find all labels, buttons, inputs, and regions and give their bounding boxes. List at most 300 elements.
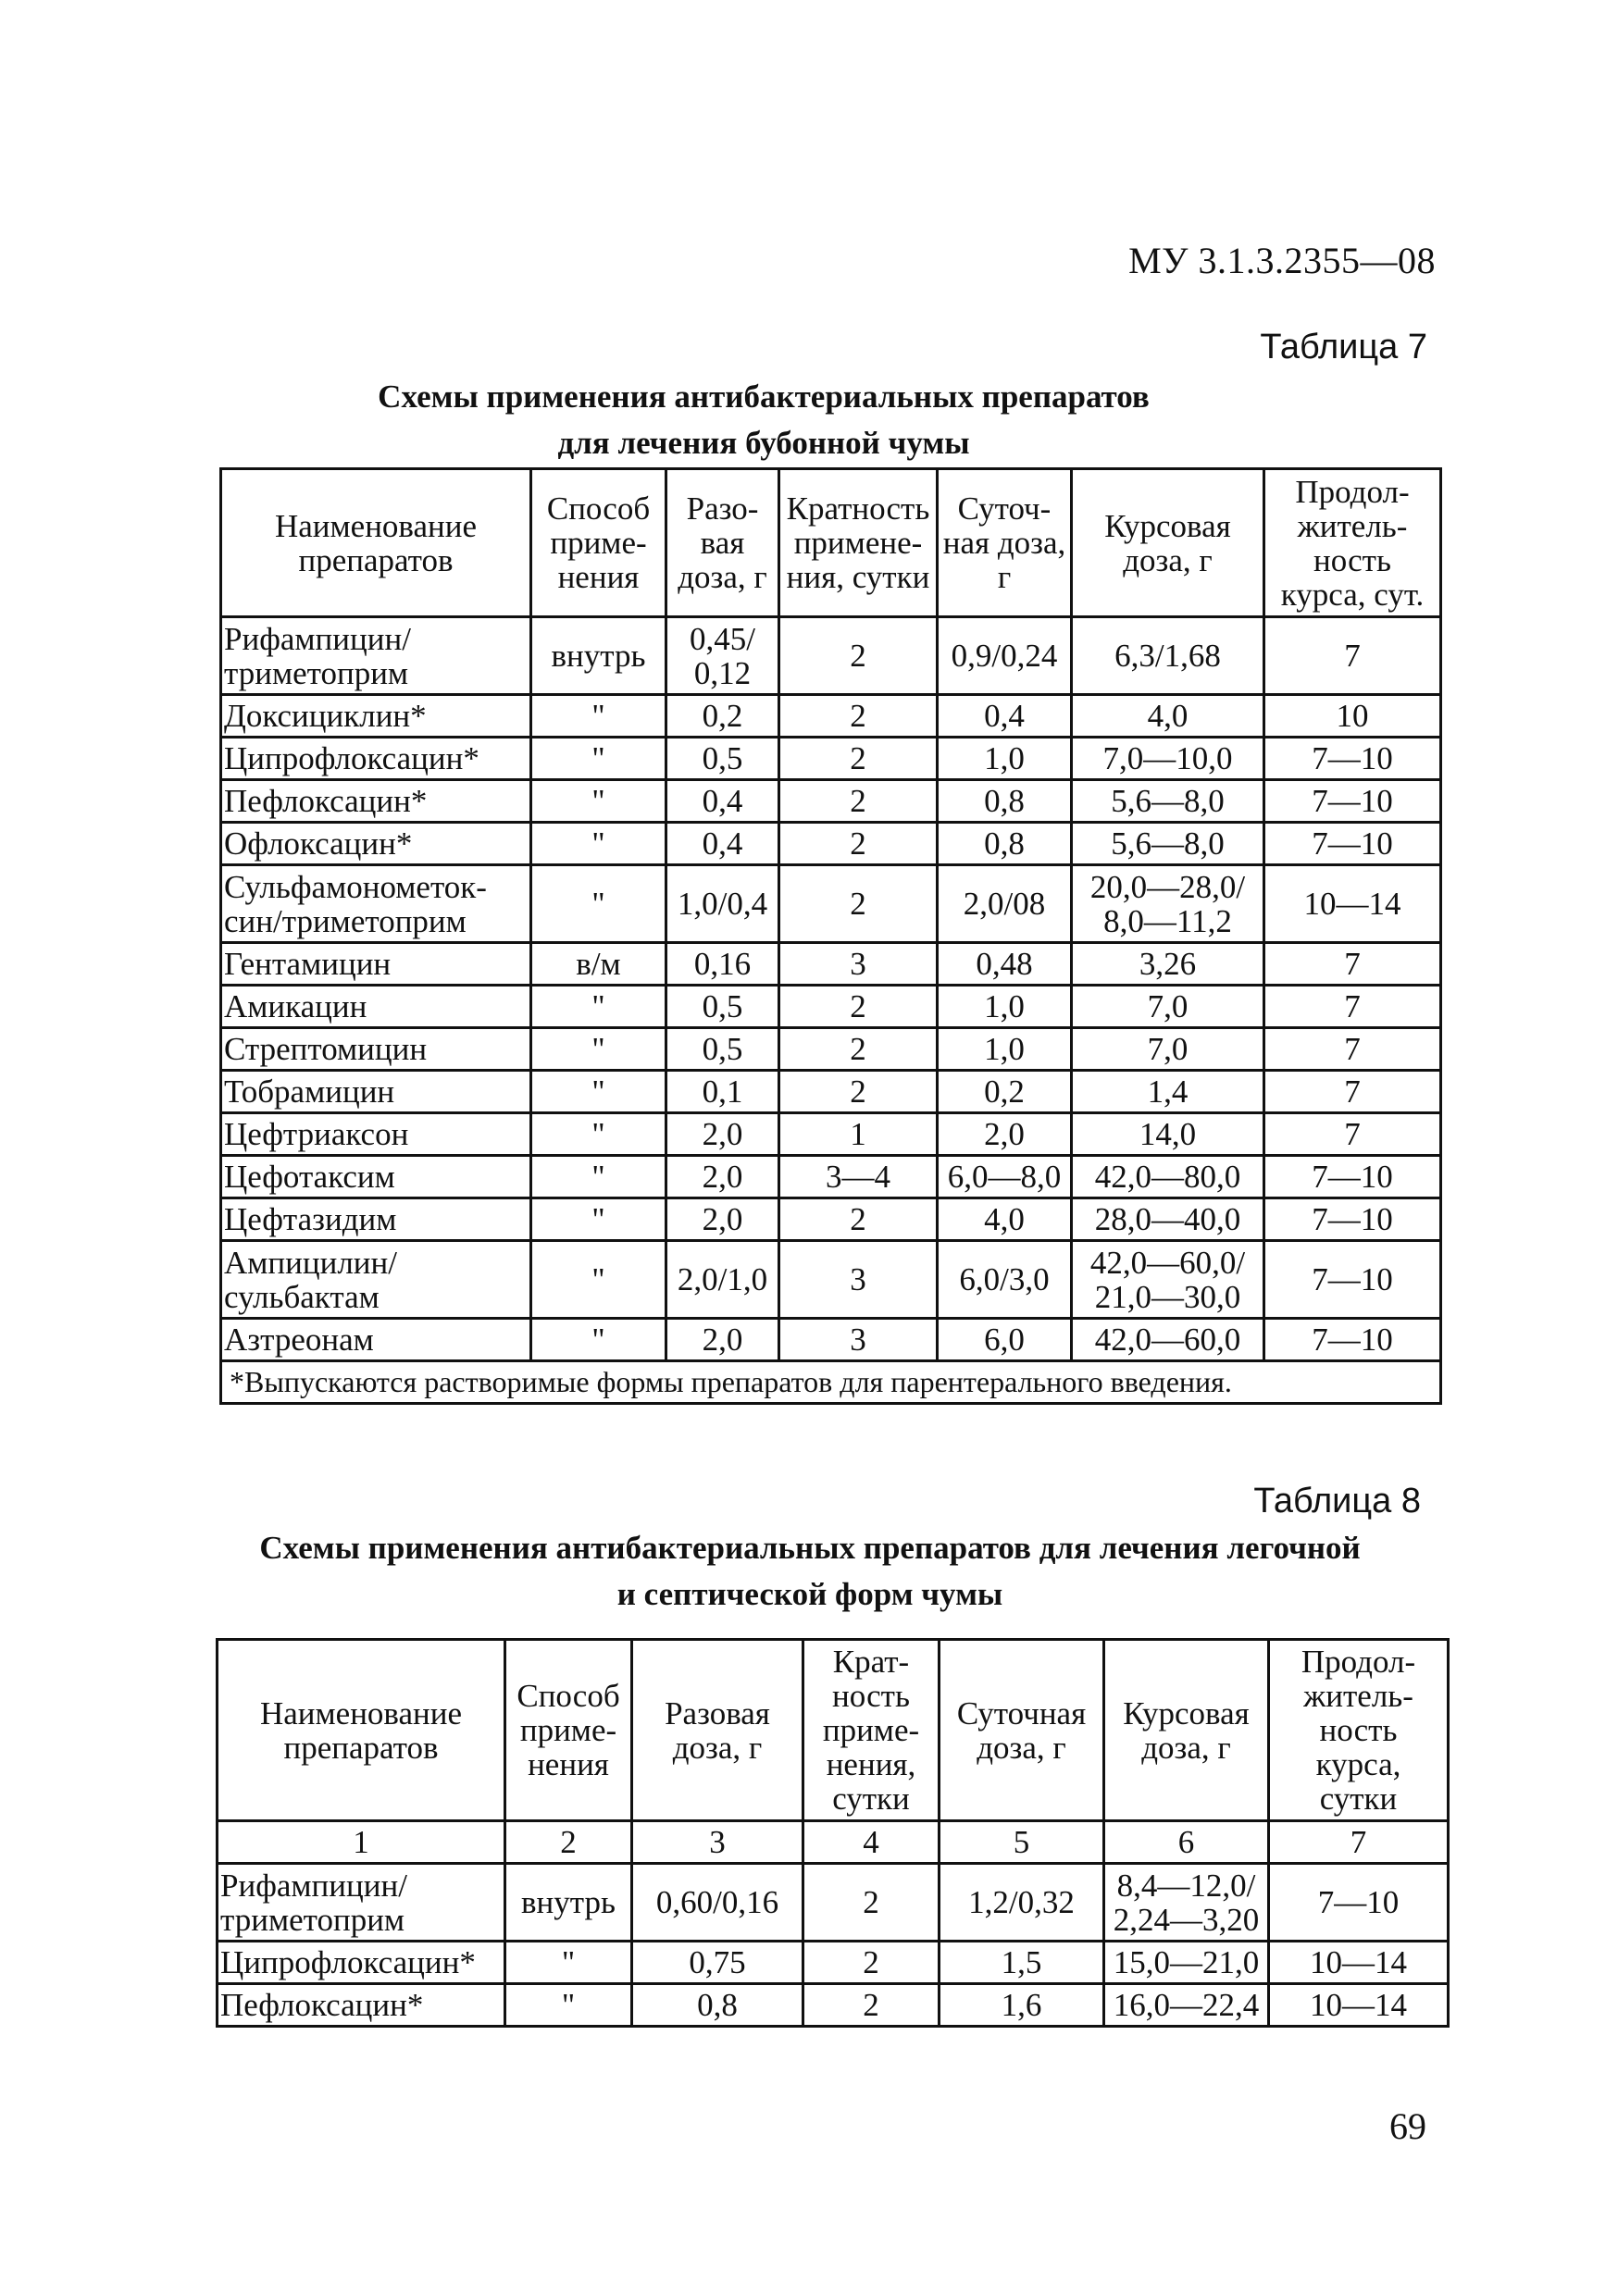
cell-line: 2 [850, 988, 866, 1024]
table-cell [938, 865, 1072, 943]
drug-name-cell [221, 986, 531, 1028]
cell-line: 3 [850, 1261, 866, 1297]
cell-line: 7—10 [1312, 783, 1393, 819]
table-cell [1072, 1028, 1264, 1071]
column-header [940, 1640, 1104, 1821]
cell-line: 2,0 [702, 1201, 743, 1237]
cell-line: г [997, 559, 1012, 595]
cell-line: 20,0—28,0/ [1089, 868, 1246, 905]
table-cell [505, 1942, 632, 1984]
table7-title-line1: Схемы применения антибактериальных препаратов [378, 379, 1150, 415]
cell-line: 0,60/0,16 [655, 1884, 779, 1920]
cell-line: 6,3/1,68 [1114, 638, 1221, 674]
cell-line: 3,26 [1139, 946, 1197, 982]
cell-line: курса, сут. [1280, 576, 1425, 613]
cell-line: Цефтриаксон [224, 1116, 409, 1152]
header-row [221, 469, 1441, 617]
column-number-row [218, 1821, 1449, 1864]
cell-line: Ципрофлоксацин* [224, 740, 479, 776]
table-cell [666, 617, 779, 695]
cell-line: примене- [793, 525, 923, 561]
cell-line: 3 [850, 1322, 866, 1358]
table-cell [505, 1984, 632, 2027]
column-number: 2 [505, 1821, 632, 1864]
header-row [218, 1640, 1449, 1821]
table-cell [779, 738, 938, 780]
cell-line: приме- [822, 1712, 920, 1748]
column-header [938, 469, 1072, 617]
table-cell [938, 780, 1072, 823]
cell-line: 10—14 [1310, 1987, 1407, 2023]
cell-line: 5,6—8,0 [1111, 783, 1225, 819]
column-number: 7 [1269, 1821, 1449, 1864]
table-cell [666, 695, 779, 738]
cell-line: 7 [1344, 1031, 1361, 1067]
drug-name-cell [221, 1198, 531, 1241]
table-cell [779, 780, 938, 823]
cell-line: " [591, 1074, 605, 1110]
table-row [221, 1028, 1441, 1071]
cell-line: 1,4 [1147, 1074, 1189, 1110]
cell-line: нения [557, 559, 640, 595]
cell-line: житель- [1297, 507, 1408, 544]
cell-line: внутрь [521, 1884, 616, 1920]
cell-line: 7—10 [1312, 1322, 1393, 1358]
cell-line: 21,0—30,0 [1094, 1278, 1241, 1315]
table-row [221, 1198, 1441, 1241]
table-row [221, 865, 1441, 943]
cell-line: " [561, 1944, 576, 1980]
table-cell [531, 1241, 666, 1319]
cell-line: 0,2 [702, 698, 743, 734]
cell-line: сутки [1319, 1781, 1398, 1817]
table7-title [231, 374, 1296, 466]
column-header [1269, 1640, 1449, 1821]
cell-line: Пефлоксацин* [224, 783, 428, 819]
cell-line: триметоприм [220, 1901, 405, 1938]
table-row [221, 1071, 1441, 1113]
table-cell [531, 780, 666, 823]
cell-line: Курсовая [1123, 1694, 1250, 1731]
table-cell [531, 1156, 666, 1198]
table-cell [666, 986, 779, 1028]
drug-name-cell [221, 738, 531, 780]
cell-line: 2,0/08 [963, 886, 1046, 922]
cell-line: Цефотаксим [224, 1159, 395, 1195]
cell-line: ная доза, [942, 525, 1066, 561]
column-number: 3 [632, 1821, 803, 1864]
cell-line: 0,2 [984, 1074, 1025, 1110]
table-cell [666, 1319, 779, 1361]
table-cell [666, 1241, 779, 1319]
cell-line: " [591, 1261, 605, 1297]
cell-line: " [591, 783, 605, 819]
column-header [221, 469, 531, 617]
cell-line: " [561, 1987, 576, 2023]
cell-line: 7—10 [1312, 1201, 1393, 1237]
cell-line: Пефлоксацин* [220, 1987, 424, 2023]
cell-line: 7 [1344, 946, 1361, 982]
column-header [632, 1640, 803, 1821]
cell-line: 6,0—8,0 [947, 1159, 1062, 1195]
cell-line: " [591, 886, 605, 922]
cell-line: 7—10 [1312, 1159, 1393, 1195]
table-cell [1264, 695, 1441, 738]
cell-line: 42,0—60,0/ [1089, 1244, 1246, 1281]
cell-line: ность [1319, 1712, 1398, 1748]
table-cell [938, 1198, 1072, 1241]
table-cell [1072, 1198, 1264, 1241]
column-number: 6 [1104, 1821, 1269, 1864]
drug-name-cell [218, 1942, 505, 1984]
table-cell [1264, 1156, 1441, 1198]
table-cell [1264, 1241, 1441, 1319]
table-cell [779, 1319, 938, 1361]
cell-line: 8,4—12,0/ [1116, 1867, 1256, 1904]
table-cell [632, 1864, 803, 1942]
cell-line: 0,8 [984, 825, 1025, 862]
table-cell [531, 943, 666, 986]
cell-line: 2 [850, 886, 866, 922]
drug-name-cell [221, 943, 531, 986]
table-row [221, 695, 1441, 738]
table-cell [803, 1942, 940, 1984]
cell-line: 7 [1344, 1074, 1361, 1110]
table-cell [531, 1319, 666, 1361]
table-cell [779, 943, 938, 986]
cell-line: 16,0—22,4 [1113, 1987, 1260, 2023]
table7-label: Таблица 7 [1260, 328, 1427, 366]
table-row [218, 1942, 1449, 1984]
table-cell [1264, 1028, 1441, 1071]
cell-line: ность [832, 1678, 910, 1714]
cell-line: 0,5 [702, 1031, 743, 1067]
cell-line: Способ [546, 490, 651, 527]
cell-line: син/триметоприм [224, 902, 467, 939]
cell-line: 28,0—40,0 [1094, 1201, 1241, 1237]
cell-line: 7—10 [1317, 1884, 1400, 1920]
table-cell [938, 1241, 1072, 1319]
cell-line: 0,12 [693, 654, 752, 691]
column-header [1264, 469, 1441, 617]
cell-line: 2,0 [702, 1322, 743, 1358]
drug-name-cell [221, 823, 531, 865]
table-cell [1264, 1071, 1441, 1113]
cell-line: 8,0—11,2 [1103, 902, 1232, 939]
cell-line: 2,0 [702, 1159, 743, 1195]
column-header [1104, 1640, 1269, 1821]
table-cell [1072, 1319, 1264, 1361]
cell-line: 2 [850, 1201, 866, 1237]
cell-line: ность [1313, 541, 1391, 578]
drug-name-cell [221, 617, 531, 695]
table-cell [1264, 780, 1441, 823]
table-row [221, 1241, 1441, 1319]
cell-line: Амикацин [224, 988, 367, 1024]
column-header [218, 1640, 505, 1821]
drug-name-cell [221, 1319, 531, 1361]
table-row [221, 1319, 1441, 1361]
cell-line: 14,0 [1139, 1116, 1197, 1152]
table-cell [779, 1028, 938, 1071]
table-cell [666, 823, 779, 865]
table-cell [531, 865, 666, 943]
table-row [221, 1113, 1441, 1156]
cell-line: препаратов [298, 541, 454, 578]
table-cell [1264, 617, 1441, 695]
footnote-row [221, 1361, 1441, 1404]
cell-line: 7—10 [1312, 1261, 1393, 1297]
table-cell [938, 823, 1072, 865]
cell-line: 4,0 [984, 1201, 1025, 1237]
cell-line: Сульфамонометок- [224, 868, 487, 905]
cell-line: 7 [1344, 988, 1361, 1024]
table-row [221, 1156, 1441, 1198]
table-cell [779, 1241, 938, 1319]
cell-line: " [591, 698, 605, 734]
table-cell [779, 1071, 938, 1113]
cell-line: Наименование [274, 507, 478, 544]
cell-line: в/м [576, 946, 621, 982]
footnote: *Выпускаются растворимые формы препаратов для парентерального введения. [221, 1361, 1441, 1404]
table-cell [1264, 1198, 1441, 1241]
table-row [221, 823, 1441, 865]
table-cell [938, 1071, 1072, 1113]
cell-line: 2 [863, 1944, 879, 1980]
table-cell [666, 1198, 779, 1241]
cell-line: Рифампицин/ [224, 620, 411, 657]
table-cell [1072, 943, 1264, 986]
table-cell [803, 1864, 940, 1942]
cell-line: 1,0 [984, 740, 1025, 776]
cell-line: 10 [1336, 698, 1369, 734]
table-cell [938, 617, 1072, 695]
table-cell [779, 823, 938, 865]
table-row [221, 986, 1441, 1028]
cell-line: 7—10 [1312, 740, 1393, 776]
cell-line: 2,0/1,0 [677, 1261, 768, 1297]
table-cell [531, 1028, 666, 1071]
column-number: 5 [940, 1821, 1104, 1864]
cell-line: Суточная [956, 1694, 1087, 1731]
table-cell [1072, 1156, 1264, 1198]
cell-line: Суточ- [957, 490, 1052, 527]
cell-line: 2 [850, 783, 866, 819]
table-cell [938, 1028, 1072, 1071]
cell-line: Крат- [832, 1644, 910, 1680]
drug-name-cell [218, 1864, 505, 1942]
column-header [666, 469, 779, 617]
table-cell [505, 1864, 632, 1942]
cell-line: 7,0 [1147, 988, 1189, 1024]
cell-line: курса, [1315, 1746, 1401, 1782]
cell-line: 0,45/ [690, 620, 755, 657]
drug-name-cell [218, 1984, 505, 2027]
table8-title [185, 1525, 1435, 1618]
table7 [219, 467, 1442, 1405]
cell-line: 5,6—8,0 [1111, 825, 1225, 862]
cell-line: приме- [519, 1712, 617, 1748]
cell-line: 0,4 [702, 783, 743, 819]
cell-line: 15,0—21,0 [1113, 1944, 1260, 1980]
cell-line: Наименование [259, 1694, 463, 1731]
cell-line: ния, сутки [786, 559, 930, 595]
table-cell [1264, 1319, 1441, 1361]
cell-line: Азтреонам [224, 1322, 374, 1358]
cell-line: " [591, 740, 605, 776]
table-cell [938, 943, 1072, 986]
cell-line: Цефтазидим [224, 1201, 397, 1237]
cell-line: 0,4 [984, 698, 1025, 734]
table-row [218, 1984, 1449, 2027]
cell-line: триметоприм [224, 654, 409, 691]
table-cell [531, 1113, 666, 1156]
table-cell [531, 738, 666, 780]
table-cell [940, 1864, 1104, 1942]
table-cell [1269, 1942, 1449, 1984]
table-cell [1072, 986, 1264, 1028]
cell-line: 0,5 [702, 988, 743, 1024]
table-cell [938, 1156, 1072, 1198]
table-row [221, 780, 1441, 823]
cell-line: Офлоксацин* [224, 825, 413, 862]
table-cell [666, 1028, 779, 1071]
cell-line: 2 [850, 1074, 866, 1110]
table-cell [666, 1071, 779, 1113]
cell-line: Продол- [1295, 473, 1410, 510]
cell-line: 1,0 [984, 1031, 1025, 1067]
table-cell [1104, 1942, 1269, 1984]
table-cell [938, 986, 1072, 1028]
table-cell [1264, 986, 1441, 1028]
cell-line: Ципрофлоксацин* [220, 1944, 476, 1980]
cell-line: житель- [1303, 1678, 1413, 1714]
cell-line: 1,5 [1001, 1944, 1042, 1980]
table-cell [1264, 943, 1441, 986]
cell-line: 2 [863, 1987, 879, 2023]
drug-name-cell [221, 1028, 531, 1071]
cell-line: 0,48 [976, 946, 1033, 982]
cell-line: 0,1 [702, 1074, 743, 1110]
cell-line: 0,4 [702, 825, 743, 862]
cell-line: 1,0 [984, 988, 1025, 1024]
table-cell [531, 1198, 666, 1241]
cell-line: Гентамицин [224, 946, 392, 982]
cell-line: 0,75 [689, 1944, 746, 1980]
table-row [221, 738, 1441, 780]
cell-line: 10—14 [1310, 1944, 1407, 1980]
document-code: МУ 3.1.3.2355—08 [1128, 240, 1436, 281]
cell-line: Стрептомицин [224, 1031, 428, 1067]
cell-line: вая [700, 525, 745, 561]
cell-line: 7,0—10,0 [1102, 740, 1233, 776]
table-cell [1072, 1113, 1264, 1156]
table-cell [1072, 1071, 1264, 1113]
cell-line: препаратов [283, 1729, 439, 1766]
cell-line: " [591, 825, 605, 862]
table-row [218, 1864, 1449, 1942]
column-number: 1 [218, 1821, 505, 1864]
cell-line: " [591, 1201, 605, 1237]
cell-line: 2 [850, 740, 866, 776]
table-row [221, 943, 1441, 986]
cell-line: 42,0—80,0 [1094, 1159, 1241, 1195]
cell-line: 0,8 [697, 1987, 738, 2023]
cell-line: доза, г [977, 1729, 1066, 1766]
table-cell [779, 1113, 938, 1156]
cell-line: 7—10 [1312, 825, 1393, 862]
cell-line: 2 [850, 698, 866, 734]
table-cell [1072, 738, 1264, 780]
table-cell [1072, 617, 1264, 695]
cell-line: 10—14 [1303, 886, 1401, 922]
cell-line: приме- [550, 525, 647, 561]
column-number: 4 [803, 1821, 940, 1864]
cell-line: 1,6 [1001, 1987, 1042, 2023]
table8-title-line1: Схемы применения антибактериальных препаратов для лечения легочной [259, 1530, 1361, 1566]
table-cell [1264, 1113, 1441, 1156]
table-cell [666, 738, 779, 780]
cell-line: " [591, 1322, 605, 1358]
cell-line: сульбактам [224, 1278, 380, 1315]
cell-line: нения, [826, 1746, 916, 1782]
cell-line: 0,8 [984, 783, 1025, 819]
table-cell [531, 823, 666, 865]
table-cell [1264, 823, 1441, 865]
table-cell [1072, 780, 1264, 823]
cell-line: 4,0 [1147, 698, 1189, 734]
column-header [779, 469, 938, 617]
cell-line: доза, г [672, 1729, 763, 1766]
cell-line: " [591, 1116, 605, 1152]
table-cell [779, 695, 938, 738]
table-cell [531, 617, 666, 695]
cell-line: 7 [1344, 638, 1361, 674]
table-cell [938, 695, 1072, 738]
cell-line: 3—4 [826, 1159, 890, 1195]
table8 [216, 1638, 1450, 2028]
table8-label: Таблица 8 [1253, 1482, 1421, 1520]
drug-name-cell [221, 695, 531, 738]
cell-line: 2 [850, 825, 866, 862]
cell-line: 42,0—60,0 [1094, 1322, 1241, 1358]
table-row [221, 617, 1441, 695]
table-cell [531, 1071, 666, 1113]
table-cell [938, 738, 1072, 780]
table-cell [1104, 1864, 1269, 1942]
table-cell [779, 865, 938, 943]
cell-line: 7 [1344, 1116, 1361, 1152]
cell-line: доза, г [678, 559, 767, 595]
cell-line: Способ [517, 1678, 620, 1714]
cell-line: 1,2/0,32 [968, 1884, 1075, 1920]
table-cell [666, 780, 779, 823]
cell-line: Разовая [665, 1694, 770, 1731]
cell-line: внутрь [551, 638, 646, 674]
table-cell [1072, 865, 1264, 943]
table-cell [666, 1113, 779, 1156]
table-cell [1072, 1241, 1264, 1319]
table-cell [779, 617, 938, 695]
cell-line: 3 [850, 946, 866, 982]
table-cell [666, 865, 779, 943]
cell-line: 6,0/3,0 [959, 1261, 1050, 1297]
drug-name-cell [221, 1113, 531, 1156]
cell-line: 1,0/0,4 [677, 886, 768, 922]
cell-line: Курсовая [1104, 507, 1231, 544]
cell-line: сутки [832, 1781, 910, 1817]
cell-line: Тобрамицин [224, 1074, 395, 1110]
